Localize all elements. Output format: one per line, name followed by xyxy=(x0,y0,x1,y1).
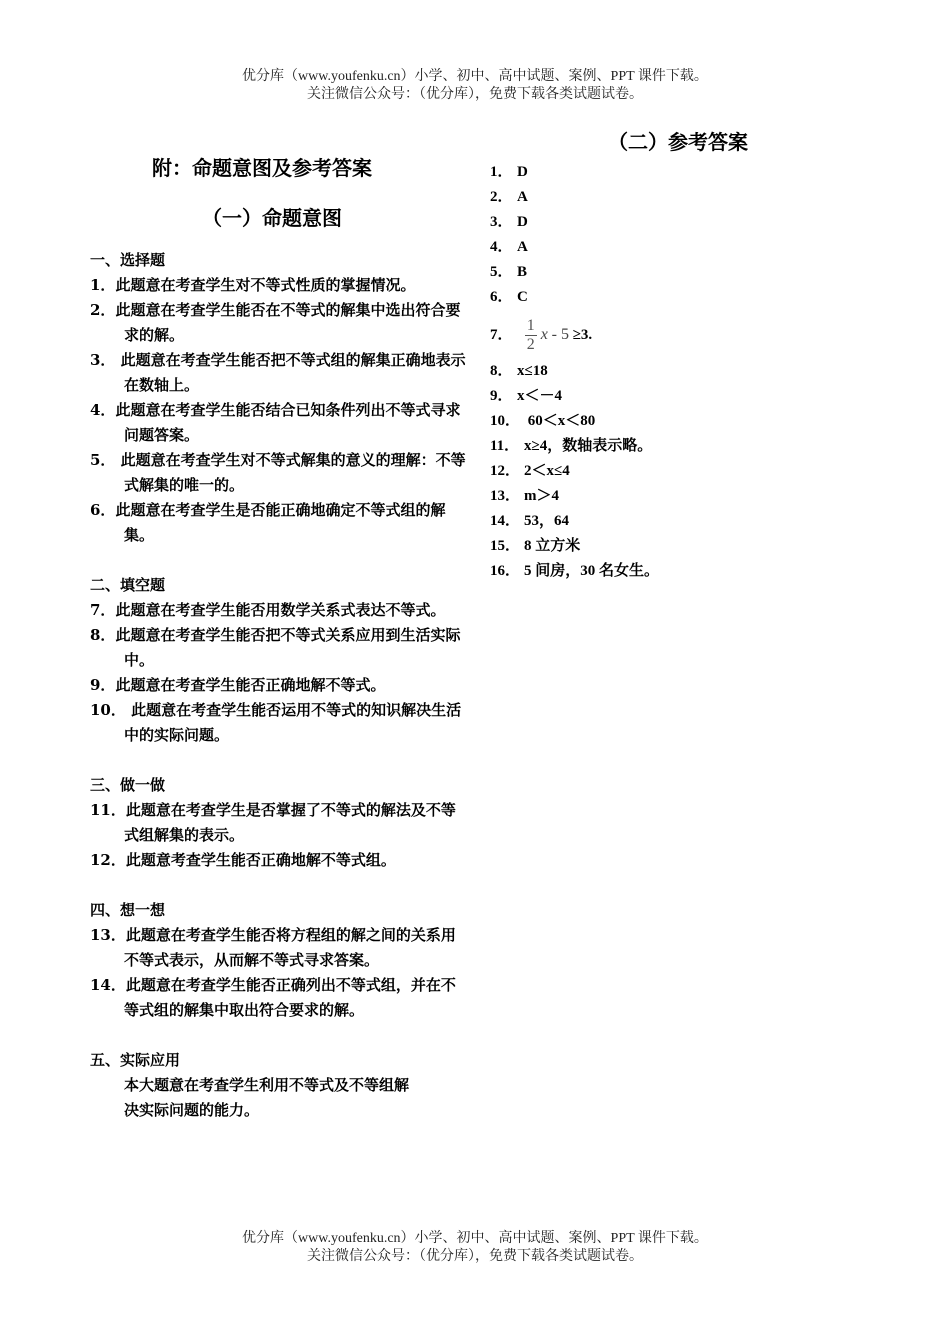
intent-item xyxy=(90,348,470,398)
intent-item xyxy=(90,798,470,848)
header-line-1: 优分库（www.youfenku.cn）小学、初中、高中试题、案例、PPT 课件下载。 xyxy=(242,69,708,84)
footer-line-1: 优分库（www.youfenku.cn）小学、初中、高中试题、案例、PPT 课件下载。 xyxy=(242,1231,708,1246)
item-number: 5． xyxy=(90,451,116,469)
item-text: 此题意在考查学生能否把不等式关系应用到生活实际中。 xyxy=(115,626,461,669)
answer-text: m＞4 xyxy=(524,488,559,504)
answer-text: 8 立方米 xyxy=(524,538,581,554)
answer-number: 9． xyxy=(490,388,513,404)
item-text: 此题意在考查学生能否将方程组的解之间的关系用不等式表示，从而解不等式寻求答案。 xyxy=(124,926,456,969)
item-number: 8． xyxy=(90,626,116,644)
answer-number: 7． xyxy=(490,327,513,343)
item-text: 此题意在考查学生是否掌握了不等式的解法及不等式组解集的表示。 xyxy=(124,801,456,844)
answer-number: 8． xyxy=(490,363,513,379)
answer-item xyxy=(490,559,890,584)
section-heading: 五、实际应用 xyxy=(90,1051,181,1069)
intent-item xyxy=(90,848,470,873)
intent-item xyxy=(90,623,470,673)
page-footer xyxy=(0,1230,950,1266)
answer-number: 2． xyxy=(490,189,513,205)
intent-item xyxy=(90,448,470,498)
answer-item xyxy=(490,459,890,484)
intent-item xyxy=(90,273,470,298)
answer-text: x≤18 xyxy=(517,363,548,379)
section-heading: 二、填空题 xyxy=(90,576,166,594)
page-header xyxy=(0,68,950,104)
section-fill-blank xyxy=(90,573,470,748)
intent-item xyxy=(90,598,470,623)
answer-number: 11． xyxy=(490,438,520,454)
answer-item xyxy=(490,434,890,459)
answer-number: 10． xyxy=(490,413,521,429)
item-number: 11． xyxy=(90,801,126,819)
section-think xyxy=(90,898,470,1023)
intent-item xyxy=(90,698,470,748)
answer-item xyxy=(490,509,890,534)
answer-item xyxy=(490,384,890,409)
item-text: 此题意在考查学生是否能正确地确定不等式组的解集。 xyxy=(115,501,446,544)
formula-variable: x xyxy=(540,326,548,343)
formula-inequality: ≥3. xyxy=(572,327,593,343)
answer-item xyxy=(490,235,890,260)
answer-item xyxy=(490,409,890,434)
header-line-2: 关注微信公众号：（优分库），免费下载各类试题试卷。 xyxy=(307,87,643,102)
answers-column xyxy=(490,128,890,584)
answer-text: 60＜x＜80 xyxy=(524,413,596,429)
answer-number: 3． xyxy=(490,214,513,230)
answer-item xyxy=(490,534,890,559)
intent-column xyxy=(90,150,470,1123)
answer-text: 5 间房，30 名女生。 xyxy=(524,563,660,579)
answer-item xyxy=(490,210,890,235)
item-text: 此题意考查学生能否正确地解不等式组。 xyxy=(125,851,396,869)
answer-item xyxy=(490,260,890,285)
answer-item-formula xyxy=(490,310,890,359)
item-text: 此题意在考查学生对不等式解集的意义的理解：不等式解集的唯一的。 xyxy=(115,451,466,494)
answer-text: 53，64 xyxy=(524,513,570,529)
fraction-denominator: 2 xyxy=(526,336,535,354)
section-application xyxy=(90,1048,470,1123)
section-practice xyxy=(90,773,470,873)
footer-line-2: 关注微信公众号：（优分库），免费下载各类试题试卷。 xyxy=(307,1249,643,1264)
answer-item xyxy=(490,484,890,509)
item-text: 此题意在考查学生能否正确列出不等式组，并在不等式组的解集中取出符合要求的解。 xyxy=(124,976,456,1019)
section-heading: 三、做一做 xyxy=(90,776,166,794)
item-number: 13． xyxy=(90,926,126,944)
section-intro-line: 本大题意在考查学生利用不等式及不等组解 xyxy=(124,1076,410,1094)
answer-number: 1． xyxy=(490,164,513,180)
item-number: 7． xyxy=(90,601,116,619)
item-number: 6． xyxy=(90,501,116,519)
item-text: 此题意在考查学生能否正确地解不等式。 xyxy=(115,676,386,694)
answer-text: D xyxy=(517,164,528,180)
item-text: 此题意在考查学生对不等式性质的掌握情况。 xyxy=(115,276,416,294)
answer-text: B xyxy=(517,264,528,280)
answer-number: 14． xyxy=(490,513,521,529)
intent-item xyxy=(90,973,470,1023)
answer-text: D xyxy=(517,214,528,230)
item-text: 此题意在考查学生能否运用不等式的知识解决生活中的实际问题。 xyxy=(124,701,462,744)
item-number: 12． xyxy=(90,851,126,869)
item-number: 10． xyxy=(90,701,126,719)
item-number: 4． xyxy=(90,401,116,419)
answers-title: （二）参考答案 xyxy=(608,130,748,154)
item-number: 2． xyxy=(90,301,116,319)
fraction-numerator: 1 xyxy=(526,317,535,335)
intent-item xyxy=(90,398,470,448)
answer-text: A xyxy=(517,189,528,205)
answer-item xyxy=(490,160,890,185)
intent-item xyxy=(90,498,470,548)
fraction xyxy=(525,317,537,354)
intent-item xyxy=(90,673,470,698)
answer-text: 2＜x≤4 xyxy=(524,463,570,479)
answer-text: x≥4，数轴表示略。 xyxy=(524,438,653,454)
item-number: 3． xyxy=(90,351,116,369)
item-text: 此题意在考查学生能否用数学关系式表达不等式。 xyxy=(115,601,446,619)
section-heading: 一、选择题 xyxy=(90,251,166,269)
answer-number: 12． xyxy=(490,463,521,479)
item-number: 14． xyxy=(90,976,126,994)
answer-item xyxy=(490,359,890,384)
answer-number: 13． xyxy=(490,488,521,504)
item-text: 此题意在考查学生能否在不等式的解集中选出符合要求的解。 xyxy=(115,301,461,344)
answer-number: 6． xyxy=(490,289,513,305)
answer-number: 15． xyxy=(490,538,521,554)
section-choice xyxy=(90,248,470,548)
answer-number: 5． xyxy=(490,264,513,280)
item-number: 9． xyxy=(90,676,116,694)
answer-text: C xyxy=(517,289,528,305)
section-intro-line: 决实际问题的能力。 xyxy=(124,1101,260,1119)
formula-minus-term: - 5 xyxy=(551,326,569,343)
answer-item xyxy=(490,185,890,210)
item-text: 此题意在考查学生能否结合已知条件列出不等式寻求问题答案。 xyxy=(115,401,461,444)
answer-number: 4． xyxy=(490,239,513,255)
intent-item xyxy=(90,298,470,348)
section-heading: 四、想一想 xyxy=(90,901,166,919)
item-number: 1． xyxy=(90,276,116,294)
answer-text: A xyxy=(517,239,528,255)
intent-subtitle: （一）命题意图 xyxy=(202,206,342,230)
document-title: 附：命题意图及参考答案 xyxy=(152,156,372,180)
answer-number: 16． xyxy=(490,563,521,579)
answer-text: x＜－4 xyxy=(517,388,563,404)
answer-item xyxy=(490,285,890,310)
intent-item xyxy=(90,923,470,973)
item-text: 此题意在考查学生能否把不等式组的解集正确地表示在数轴上。 xyxy=(115,351,466,394)
